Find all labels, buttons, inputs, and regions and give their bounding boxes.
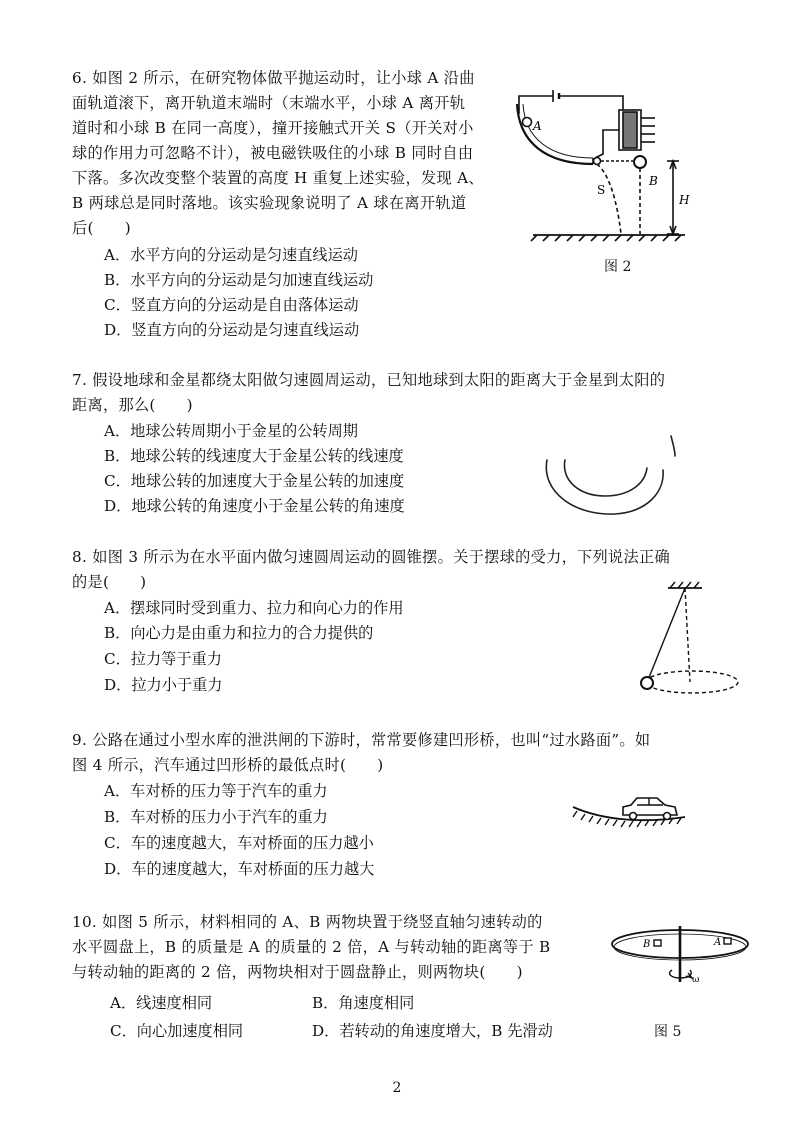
fig2-label-s: S: [597, 183, 606, 197]
fig2-label-h: H: [679, 193, 690, 207]
q10-option-c: C．向心加速度相同: [110, 1022, 244, 1040]
figure-5-caption: 图 5: [654, 1024, 682, 1040]
q6-option-b: B．水平方向的分运动是匀加速直线运动: [104, 271, 374, 289]
question-6: [72, 66, 484, 241]
fig2-label-b: B: [649, 174, 658, 188]
q9-option-b: B．车对桥的压力小于汽车的重力: [104, 808, 328, 826]
q7-option-b: B．地球公转的线速度大于金星公转的线速度: [104, 447, 404, 465]
q9-option-a: A．车对桥的压力等于汽车的重力: [104, 782, 328, 800]
figure-4-car-on-concave-bridge: [565, 785, 695, 835]
fig2-label-a: A: [533, 119, 542, 133]
question-6-line-5: 下落。多次改变整个装置的高度 H 重复上述实验，发现 A、: [72, 169, 484, 187]
q8-option-d: D．拉力小于重力: [104, 676, 223, 694]
question-7-line-1: 7. 假设地球和金星都绕太阳做匀速圆周运动，已知地球到太阳的距离大于金星到太阳的: [72, 371, 666, 389]
question-7-line-2: 距离，那么( ): [72, 396, 193, 414]
figure-2-projectile-apparatus: [505, 82, 710, 247]
question-9-line-2: 图 4 所示，汽车通过凹形桥的最低点时( ): [72, 756, 384, 774]
q9-option-c: C．车的速度越大，车对桥面的压力越小: [104, 834, 374, 852]
question-10-line-2: 水平圆盘上，B 的质量是 A 的质量的 2 倍，A 与转动轴的距离等于 B: [72, 938, 551, 956]
q8-option-c: C．拉力等于重力: [104, 650, 222, 668]
figure-3-conical-pendulum: [630, 580, 770, 705]
page-number: 2: [392, 1080, 402, 1096]
figure-2-caption: 图 2: [604, 259, 632, 275]
q7-option-a: A．地球公转周期小于金星的公转周期: [104, 422, 358, 440]
fig5-label-omega: ω: [692, 975, 700, 985]
question-9: [72, 728, 650, 778]
q10-option-d: D．若转动的角速度增大，B 先滑动: [312, 1022, 553, 1040]
question-6-line-7: 后( ): [72, 219, 131, 237]
q8-option-b: B．向心力是由重力和拉力的合力提供的: [104, 624, 374, 642]
q6-option-d: D．竖直方向的分运动是匀速直线运动: [104, 321, 360, 339]
question-7: [72, 368, 665, 418]
q10-option-b: B．角速度相同: [312, 994, 415, 1012]
fig5-label-a: A: [714, 937, 722, 948]
handwritten-curve-mark: [535, 420, 685, 520]
question-6-line-6: B 两球总是同时落地。该实验现象说明了 A 球在离开轨道: [72, 194, 467, 212]
question-6-line-4: 球的作用力可忽略不计），被电磁铁吸住的小球 B 同时自由: [72, 144, 474, 162]
question-8: [72, 545, 670, 595]
question-8-line-1: 8. 如图 3 所示为在水平面内做匀速圆周运动的圆锥摆。关于摆球的受力，下列说法正确: [72, 548, 670, 566]
q6-option-a: A．水平方向的分运动是匀速直线运动: [104, 246, 358, 264]
question-10-line-1: 10. 如图 5 所示，材料相同的 A、B 两物块置于绕竖直轴匀速转动的: [72, 913, 543, 931]
question-6-line-2: 面轨道滚下，离开轨道末端时（末端水平，小球 A 离开轨: [72, 94, 466, 112]
q7-option-c: C．地球公转的加速度大于金星公转的加速度: [104, 472, 405, 490]
question-10: [72, 910, 551, 985]
question-8-line-2: 的是( ): [72, 573, 147, 591]
figure-5-rotating-disc: [606, 918, 756, 993]
q8-option-a: A．摆球同时受到重力、拉力和向心力的作用: [104, 599, 404, 617]
q10-option-a: A．线速度相同: [110, 994, 213, 1012]
q6-option-c: C．竖直方向的分运动是自由落体运动: [104, 296, 359, 314]
question-6-line-1: 6. 如图 2 所示，在研究物体做平抛运动时，让小球 A 沿曲: [72, 69, 475, 87]
q9-option-d: D．车的速度越大，车对桥面的压力越大: [104, 860, 375, 878]
question-9-line-1: 9. 公路在通过小型水库的泄洪闸的下游时，常常要修建凹形桥，也叫“过水路面”。如: [72, 731, 651, 749]
fig5-label-b: B: [643, 939, 651, 950]
q7-option-d: D．地球公转的角速度小于金星公转的角速度: [104, 497, 405, 515]
question-10-line-3: 与转动轴的距离的 2 倍，两物块相对于圆盘静止，则两物块( ): [72, 963, 523, 981]
question-6-line-3: 道时和小球 B 在同一高度），撞开接触式开关 S（开关对小: [72, 119, 474, 137]
